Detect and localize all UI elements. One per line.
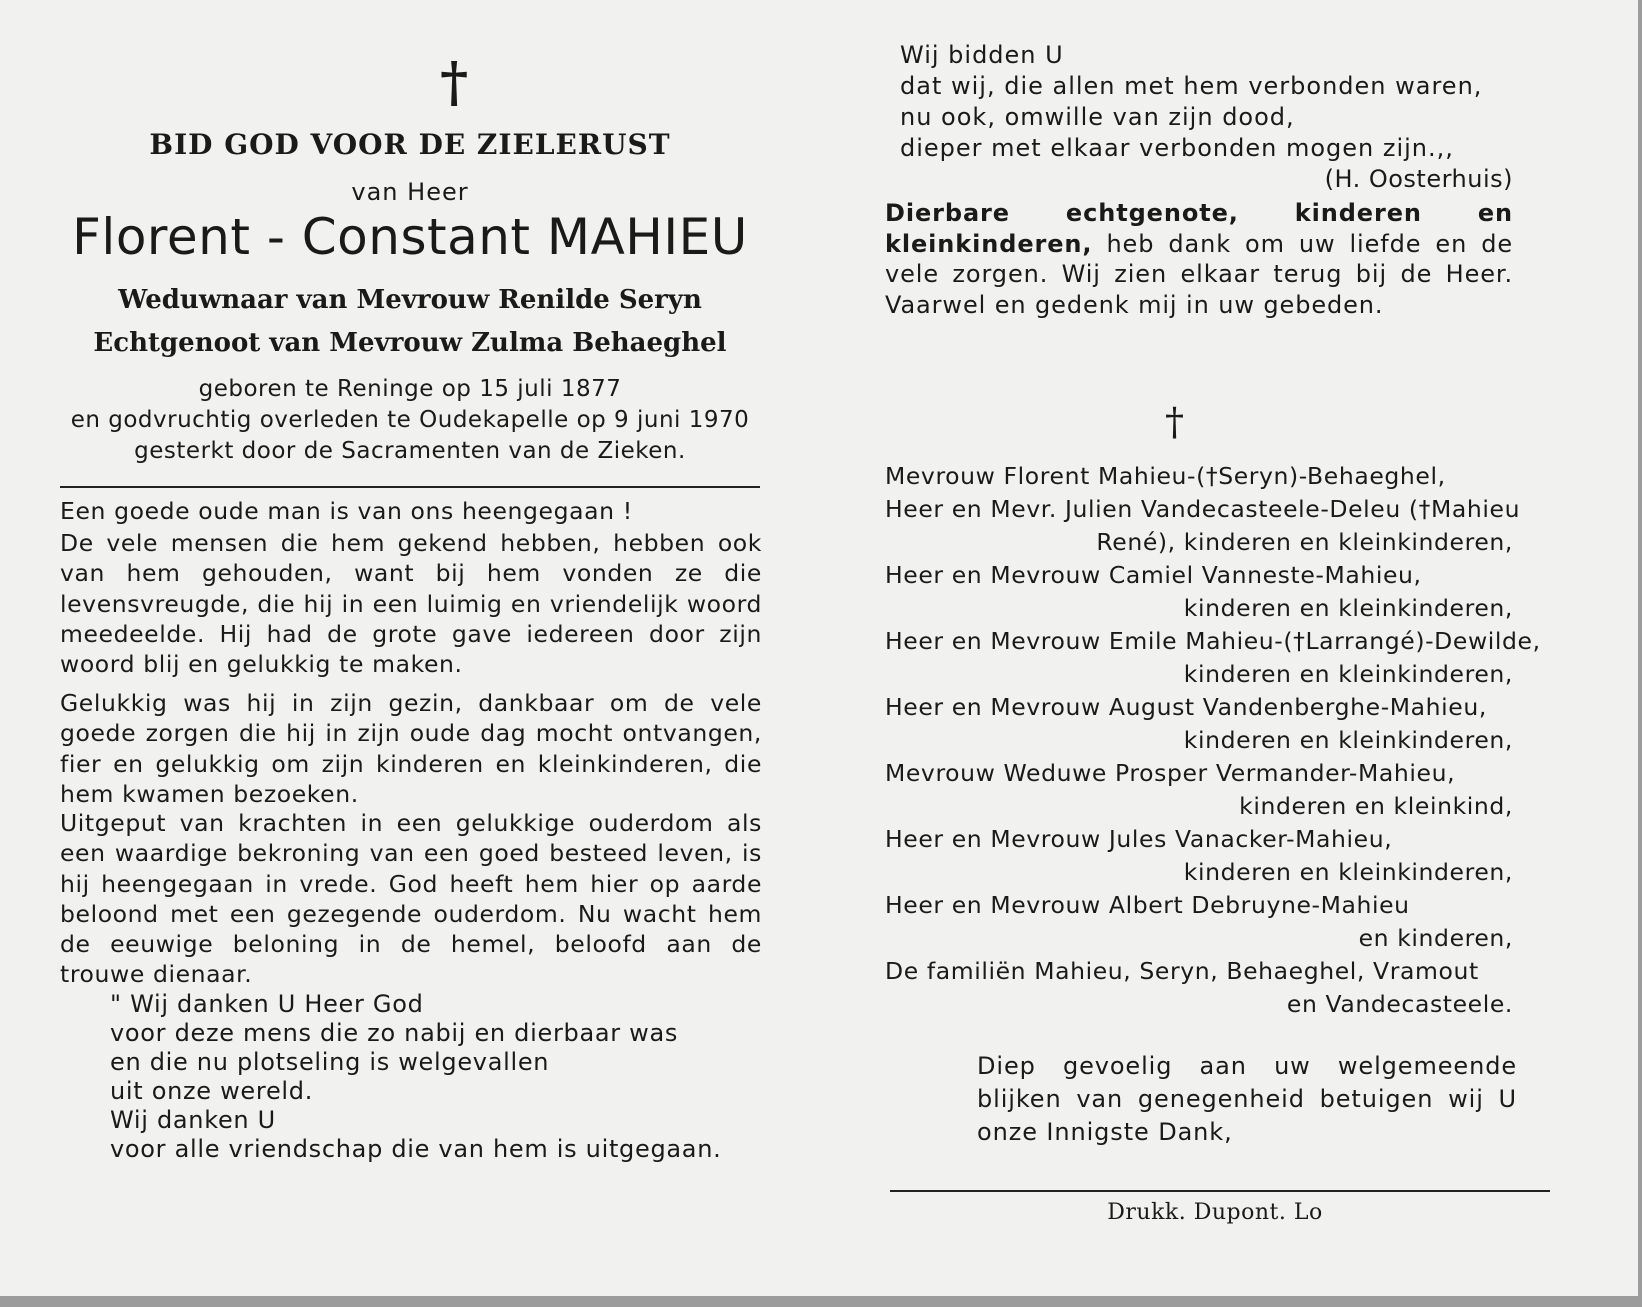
family-line: en Vandecasteele. xyxy=(1286,990,1513,1018)
family-line: en kinderen, xyxy=(1358,924,1513,952)
prayer-line: dieper met elkaar verbonden mogen zijn.,, xyxy=(900,134,1454,162)
family-line: kinderen en kleinkinderen, xyxy=(1183,594,1513,622)
prayer-line: nu ook, omwille van zijn dood, xyxy=(900,103,1295,131)
poem-line: uit onze wereld. xyxy=(110,1077,314,1105)
farewell-paragraph xyxy=(885,198,1513,320)
thanks-paragraph: Diep gevoelig aan uw welgemeende blijken van genegenheid betuigen wij U onze Innigste Dank, xyxy=(977,1052,1517,1146)
family-list xyxy=(885,460,1541,1021)
family-line: Heer en Mevrouw Emile Mahieu-(†Larrangé)-Dewilde, xyxy=(885,627,1541,655)
poem-line: Wij danken U xyxy=(110,1106,276,1134)
cross-icon: † xyxy=(440,50,469,114)
poem-line: " Wij danken U Heer God xyxy=(110,990,424,1018)
family-entry xyxy=(885,493,1521,559)
family-entry xyxy=(885,757,1513,823)
family-line: Heer en Mevrouw Jules Vanacker-Mahieu, xyxy=(885,825,1393,853)
sacraments-line: gesterkt door de Sacramenten van de Zieken. xyxy=(134,438,686,464)
farewell-address: Dierbare echtgenote, kinderen en kleinkinderen, xyxy=(885,199,1513,258)
paragraph-1: Een goede oude man is van ons heengegaan ! xyxy=(60,497,633,525)
family-line: Mevrouw Florent Mahieu-(†Seryn)-Behaeghel, xyxy=(885,462,1446,490)
paragraph-4: Uitgeput van krachten in een gelukkige ouderdom als een waardige bekroning van een goed besteed leven, is hij heengegaan in vrede. God heeft hem hier op aarde beloond met een gezegende ouderdom. Nu wacht hem de eeuwige beloning in de hemel, beloofd aan de trouwe dienaar. xyxy=(60,809,762,989)
spouse-line: Echtgenoot van Mevrouw Zulma Behaeghel xyxy=(93,328,727,358)
poem-line: voor deze mens die zo nabij en dierbaar was xyxy=(110,1019,679,1047)
family-entry xyxy=(885,559,1513,625)
prayer-line: dat wij, die allen met hem verbonden waren, xyxy=(900,72,1483,100)
family-entry xyxy=(885,625,1541,691)
printer-credit: Drukk. Dupont. Lo xyxy=(1107,1200,1323,1225)
family-line: Heer en Mevrouw Camiel Vanneste-Mahieu, xyxy=(885,561,1422,589)
family-entry xyxy=(885,955,1513,1021)
family-line: kinderen en kleinkinderen, xyxy=(1183,660,1513,688)
prayer-line: Wij bidden U xyxy=(900,41,1064,69)
family-line: Heer en Mevrouw Albert Debruyne-Mahieu xyxy=(885,891,1410,919)
family-line: kinderen en kleinkinderen, xyxy=(1183,726,1513,754)
poem-line: en die nu plotseling is welgevallen xyxy=(110,1048,550,1076)
paragraph-2: De vele mensen die hem gekend hebben, hebben ook van hem gehouden, want bij hem vonden ze die levensvreugde, die hij in een luimig en vriendelijk woord meedeelde. Hij had de grote gave iedereen door zijn woord blij en gelukkig te maken. xyxy=(60,529,762,679)
family-line: Heer en Mevr. Julien Vandecasteele-Deleu (†Mahieu xyxy=(885,495,1521,523)
death-line: en godvruchtig overleden te Oudekapelle op 9 juni 1970 xyxy=(70,407,750,433)
divider xyxy=(60,486,760,488)
prayer xyxy=(900,40,1520,164)
family-line: René), kinderen en kleinkinderen, xyxy=(1096,528,1513,556)
family-entry xyxy=(885,691,1513,757)
family-line: kinderen en kleinkinderen, xyxy=(1183,858,1513,886)
family-line: De familiën Mahieu, Seryn, Behaeghel, Vramout xyxy=(885,957,1479,985)
family-line: Heer en Mevrouw August Vandenberghe-Mahieu, xyxy=(885,693,1487,721)
prayer-author: (H. Oosterhuis) xyxy=(1324,165,1513,193)
poem xyxy=(110,990,750,1164)
poem-line: voor alle vriendschap die van hem is uitgegaan. xyxy=(110,1135,722,1163)
divider xyxy=(890,1190,1550,1192)
widower-line: Weduwnaar van Mevrouw Renilde Seryn xyxy=(118,285,702,315)
deceased-name: Florent - Constant MAHIEU xyxy=(72,208,748,266)
farewell-text: heb dank om uw liefde en de vele zorgen. Wij zien elkaar terug bij de Heer. Vaarwel en gedenk mij in uw gebeden. xyxy=(885,229,1514,319)
paragraph-3: Gelukkig was hij in zijn gezin, dankbaar om de vele goede zorgen die hij in zijn oude dag mocht ontvangen, fier en gelukkig om zijn kinderen en kleinkinderen, die hem kwamen bezoeken. xyxy=(60,689,762,808)
cross-icon: † xyxy=(1165,400,1184,444)
family-line: Mevrouw Weduwe Prosper Vermander-Mahieu, xyxy=(885,759,1456,787)
family-line: kinderen en kleinkind, xyxy=(1239,792,1513,820)
heading: BID GOD VOOR DE ZIELERUST xyxy=(149,128,671,161)
van-heer: van Heer xyxy=(351,178,469,206)
birth-line: geboren te Reninge op 15 juli 1877 xyxy=(198,376,622,402)
family-entry xyxy=(885,889,1513,955)
family-entry xyxy=(885,823,1513,889)
family-entry xyxy=(885,460,1513,493)
